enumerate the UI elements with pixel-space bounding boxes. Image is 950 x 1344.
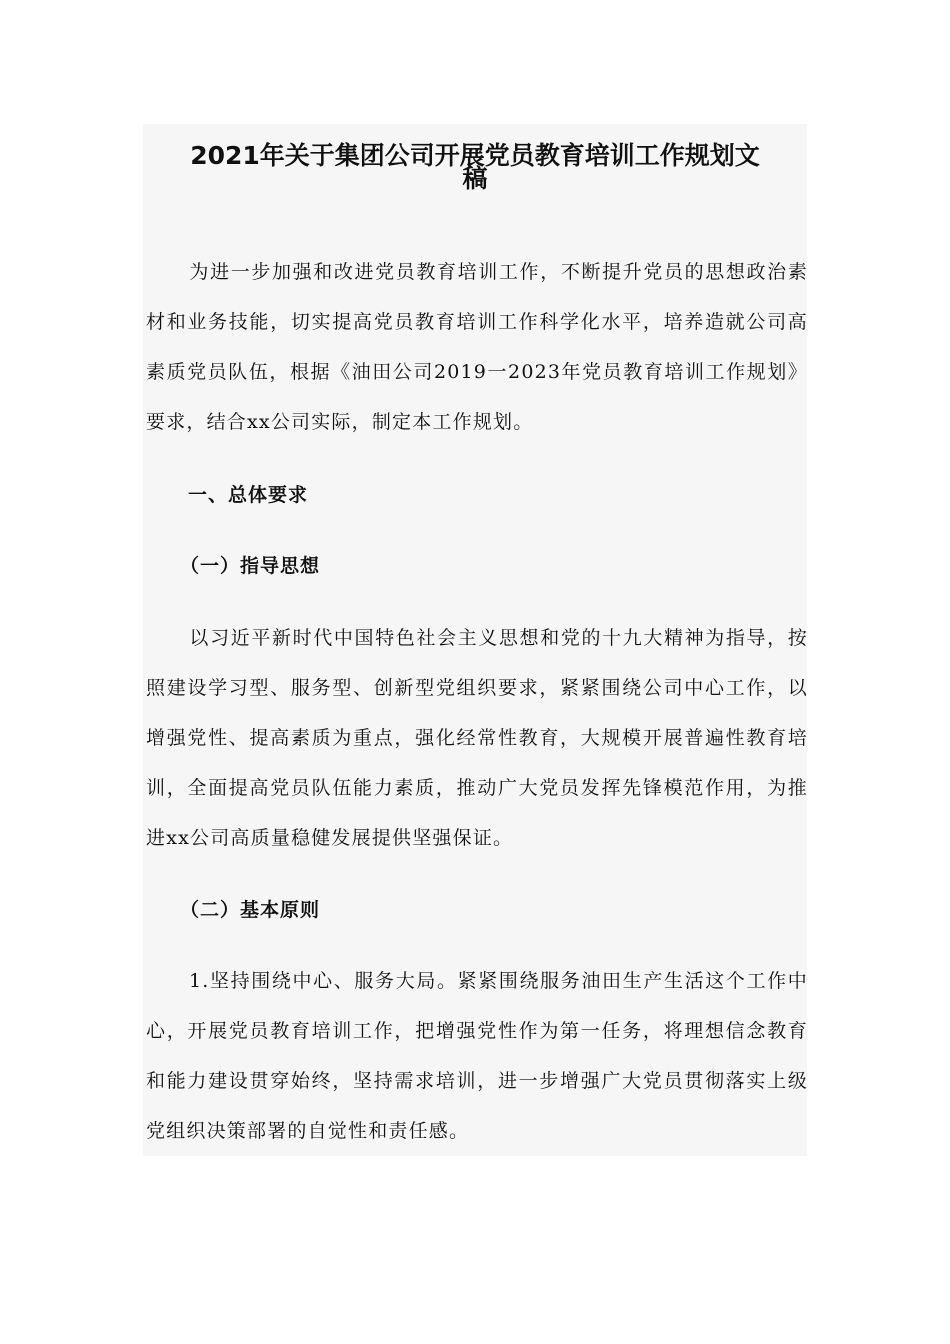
intro-text: 为进一步加强和改进党员教育培训工作，不断提升党员的思想政治素材和业务技能，切实提高党员教育培训工作科学化水平，培养造就公司高素质党员队伍，根据《油田公司2019一2023年党员教育培训工作规划》要求，结合xx公司实际，制定本工作规划。: [146, 261, 808, 433]
subsection-heading-guiding-thought: （一）指导思想: [180, 555, 321, 577]
principle-1-paragraph: [146, 956, 808, 1156]
principle-1-text: 1.坚持围绕中心、服务大局。紧紧围绕服务油田生产生活这个工作中心，开展党员教育培训工作，把增强党性作为第一任务，将理想信念教育和能力建设贯穿始终，坚持需求培训，进一步增强广大党员贯彻落实上级党组织决策部署的自觉性和责任感。: [146, 970, 808, 1142]
intro-paragraph: [146, 247, 808, 447]
section-heading-overall-requirements: 一、总体要求: [188, 484, 309, 506]
document-title-line2: 稿: [462, 164, 488, 193]
guiding-thought-paragraph: [146, 613, 808, 863]
subsection-heading-basic-principles: （二）基本原则: [180, 899, 321, 921]
document-title-line1: 2021年关于集团公司开展党员教育培训工作规划文: [190, 141, 760, 170]
guiding-thought-text: 以习近平新时代中国特色社会主义思想和党的十九大精神为指导，按照建设学习型、服务型、创新型党组织要求，紧紧围绕公司中心工作，以增强党性、提高素质为重点，强化经常性教育，大规模开展普遍性教育培训，全面提高党员队伍能力素质，推动广大党员发挥先锋模范作用，为推进xx公司高质量稳健发展提供坚强保证。: [146, 627, 808, 849]
